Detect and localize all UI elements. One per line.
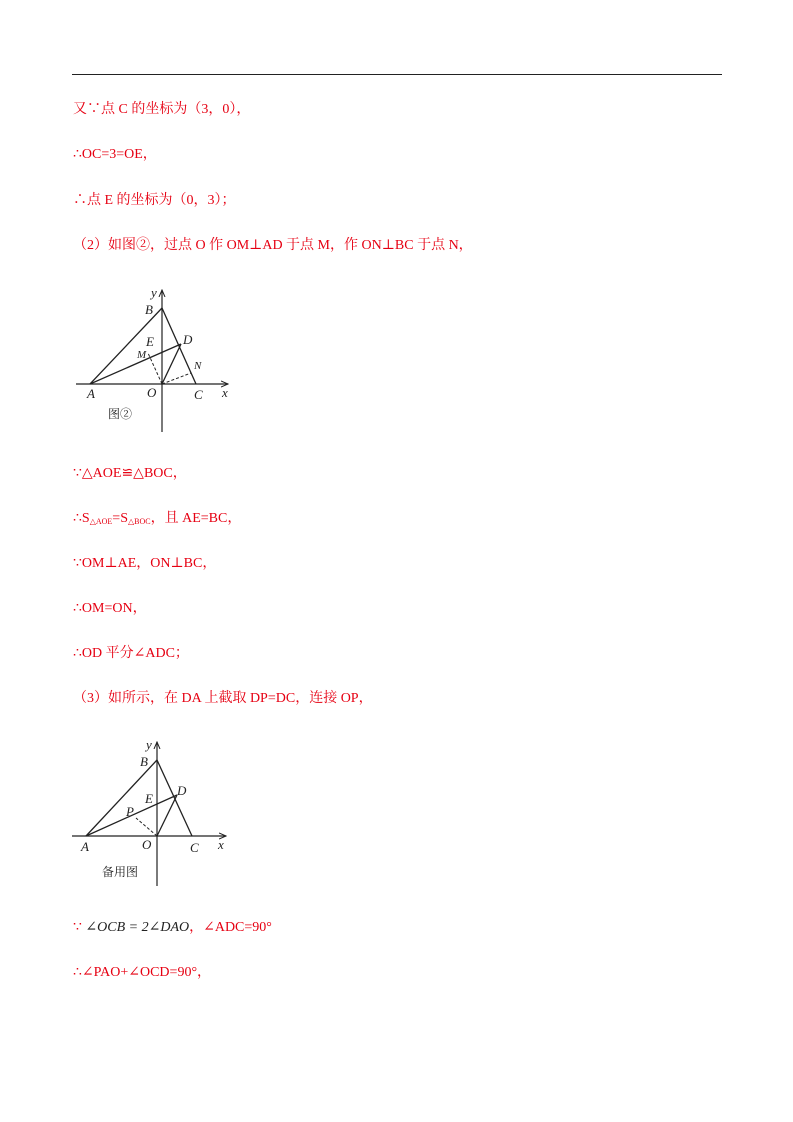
label-d: D — [183, 332, 193, 347]
segment-od — [157, 795, 177, 836]
segment-op — [136, 818, 157, 836]
label-a: A — [81, 839, 89, 854]
text-line-6-c: ，且 AE=BC， — [150, 511, 242, 526]
label-x: x — [222, 385, 228, 400]
label-e: E — [146, 334, 154, 349]
text-line-6-sub2: △BOC — [127, 517, 151, 526]
text-line-2: ∴OC=3=OE， — [73, 147, 157, 162]
label-y: y — [146, 737, 152, 752]
text-line-4: （2）如图②，过点 O 作 OM⊥AD 于点 M，作 ON⊥BC 于点 N， — [73, 238, 473, 253]
label-o: O — [142, 837, 152, 852]
figure-2-caption: 图② — [108, 407, 133, 421]
segment-ad — [90, 344, 181, 384]
label-c: C — [190, 840, 199, 855]
text-line-8: ∴OM=ON， — [73, 601, 147, 616]
text-line-5: ∵△AOE≌△BOC， — [73, 466, 187, 481]
label-b: B — [140, 754, 148, 769]
text-line-11 — [73, 919, 272, 937]
text-line-11-b: ，∠ADC=90° — [189, 920, 272, 935]
text-line-11-math: ∠OCB = 2∠DAO — [85, 920, 190, 935]
figure-2 — [70, 280, 250, 440]
label-a: A — [87, 386, 95, 401]
label-c: C — [194, 387, 203, 402]
label-d: D — [177, 783, 187, 798]
text-line-3: ∴点 E 的坐标为（0，3）； — [73, 193, 236, 208]
header-rule — [72, 74, 722, 75]
text-line-6-b: =S — [112, 511, 128, 526]
label-b: B — [145, 302, 153, 317]
label-n: N — [194, 360, 202, 372]
text-line-7: ∵OM⊥AE，ON⊥BC， — [73, 556, 217, 571]
label-e: E — [145, 791, 153, 806]
figure-3-caption: 备用图 — [102, 865, 139, 879]
text-line-9: ∴OD 平分∠ADC； — [73, 646, 189, 661]
text-line-12: ∴∠PAO+∠OCD=90°， — [73, 965, 212, 980]
text-line-1: 又∵点 C 的坐标为（3，0）， — [73, 102, 251, 117]
label-x: x — [218, 837, 224, 852]
text-line-11-a: ∵ — [73, 920, 82, 935]
text-line-6-sub1: △AOE — [89, 517, 113, 526]
text-line-10: （3）如所示，在 DA 上截取 DP=DC，连接 OP， — [73, 691, 373, 706]
label-p: P — [126, 804, 134, 819]
text-line-6-a: ∴S — [73, 511, 90, 526]
label-y: y — [151, 285, 157, 300]
label-m: M — [137, 349, 147, 361]
text-line-6 — [73, 510, 241, 531]
label-o: O — [147, 385, 157, 400]
figure-3 — [68, 732, 248, 892]
